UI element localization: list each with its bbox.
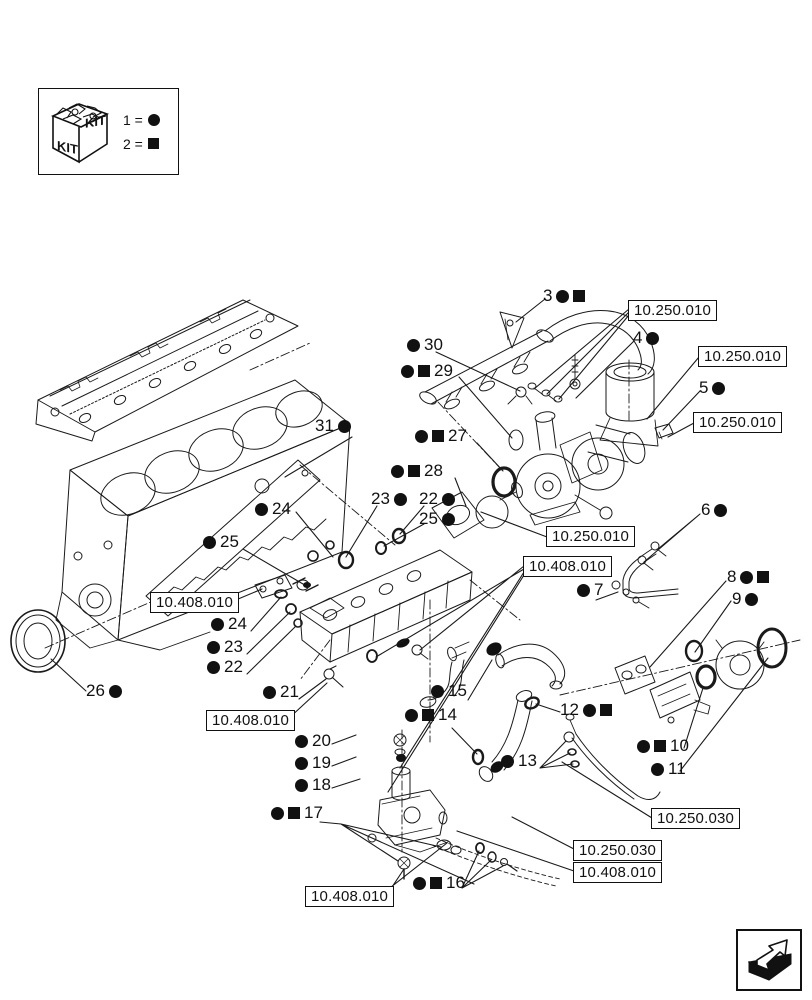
ref-box-10-408-010[interactable]: 10.408.010 — [523, 556, 612, 577]
kit-legend — [123, 112, 160, 152]
callout-number: 14 — [438, 705, 457, 724]
square-marker-icon — [430, 877, 442, 889]
callout-25b — [203, 534, 239, 550]
callout-number: 22 — [224, 657, 243, 676]
callout-8 — [727, 569, 769, 585]
circle-marker-icon — [714, 504, 727, 517]
callout-24b — [255, 501, 291, 517]
ref-box-10-408-010[interactable]: 10.408.010 — [305, 886, 394, 907]
square-marker-icon — [573, 290, 585, 302]
callout-number: 30 — [424, 335, 443, 354]
circle-marker-icon — [442, 493, 455, 506]
next-section-button[interactable] — [736, 929, 802, 991]
callout-number: 19 — [312, 753, 331, 772]
circle-marker-icon — [295, 779, 308, 792]
ref-box-10-408-010[interactable]: 10.408.010 — [573, 862, 662, 883]
callout-number: 18 — [312, 775, 331, 794]
callout-number: 25 — [419, 509, 438, 528]
callout-number: 20 — [312, 731, 331, 750]
callout-number: 23 — [371, 489, 390, 508]
callout-18 — [295, 777, 331, 793]
square-marker-icon — [432, 430, 444, 442]
callout-number: 25 — [220, 532, 239, 551]
callout-22b — [419, 491, 455, 507]
circle-marker-icon — [583, 704, 596, 717]
continue-arrow-icon — [743, 936, 795, 984]
callout-number: 10 — [670, 736, 689, 755]
callout-12 — [560, 702, 612, 718]
callout-24 — [211, 616, 247, 632]
callout-23 — [207, 639, 243, 655]
callout-number: 29 — [434, 361, 453, 380]
callout-number: 22 — [419, 489, 438, 508]
callout-22 — [207, 659, 243, 675]
callout-25 — [419, 511, 455, 527]
callout-number: 17 — [304, 803, 323, 822]
circle-marker-icon — [391, 465, 404, 478]
circle-marker-icon — [556, 290, 569, 303]
circle-marker-icon — [255, 503, 268, 516]
callout-number: 11 — [668, 759, 686, 778]
callout-30 — [407, 337, 443, 353]
circle-marker-icon — [712, 382, 725, 395]
circle-marker-icon — [394, 493, 407, 506]
callout-number: 8 — [727, 567, 737, 586]
circle-marker-icon — [431, 685, 444, 698]
circle-marker-icon — [207, 641, 220, 654]
callout-14 — [405, 707, 457, 723]
callout-28 — [391, 463, 443, 479]
ref-box-10-250-010[interactable]: 10.250.010 — [693, 412, 782, 433]
callout-17 — [271, 805, 323, 821]
circle-marker-icon — [271, 807, 284, 820]
circle-marker-icon — [109, 685, 122, 698]
callout-number: 13 — [518, 751, 537, 770]
square-marker-icon — [288, 807, 300, 819]
circle-marker-icon — [405, 709, 418, 722]
circle-marker-icon — [646, 332, 659, 345]
callout-11 — [651, 761, 686, 777]
circle-marker-icon — [263, 686, 276, 699]
callout-number: 7 — [594, 580, 604, 599]
exhaust-manifold — [418, 310, 655, 410]
circle-marker-icon — [442, 513, 455, 526]
callout-number: 5 — [699, 378, 709, 397]
callout-number: 9 — [732, 589, 742, 608]
square-marker-icon — [422, 709, 434, 721]
oil-feed-pipe — [612, 542, 678, 608]
callout-number: 4 — [633, 328, 643, 347]
square-marker-icon — [148, 138, 159, 149]
kit-legend-box — [38, 88, 179, 175]
circle-marker-icon — [501, 755, 514, 768]
callout-31 — [315, 418, 351, 434]
water-pump-assembly — [615, 629, 786, 723]
circle-marker-icon — [295, 735, 308, 748]
svg-text:KIT: KIT — [85, 111, 106, 131]
callout-number: 31 — [315, 416, 334, 435]
ref-box-10-250-030[interactable]: 10.250.030 — [573, 840, 662, 861]
circle-marker-icon — [207, 661, 220, 674]
circle-marker-icon — [577, 584, 590, 597]
circle-marker-icon — [338, 420, 351, 433]
ref-box-10-250-010[interactable]: 10.250.010 — [628, 300, 717, 321]
circle-marker-icon — [211, 618, 224, 631]
callout-number: 27 — [448, 426, 467, 445]
callout-number: 24 — [272, 499, 291, 518]
callout-20 — [295, 733, 331, 749]
callout-number: 24 — [228, 614, 247, 633]
circle-marker-icon — [203, 536, 216, 549]
callout-number: 26 — [86, 681, 105, 700]
circle-marker-icon — [651, 763, 664, 776]
square-marker-icon — [408, 465, 420, 477]
kit-legend-row-2 — [123, 136, 160, 152]
kit-legend-1-label: 1 = — [123, 111, 143, 128]
kit-legend-2-label: 2 = — [123, 135, 143, 152]
thermostat-housing — [293, 468, 524, 591]
square-marker-icon — [757, 571, 769, 583]
circle-marker-icon — [745, 593, 758, 606]
breather-canister — [600, 363, 673, 446]
callout-27 — [415, 428, 467, 444]
callout-3 — [543, 288, 585, 304]
ref-box-10-250-010[interactable]: 10.250.010 — [698, 346, 787, 367]
callout-19 — [295, 755, 331, 771]
kit-legend-row-1 — [123, 112, 160, 128]
callout-9 — [732, 591, 758, 607]
callout-26 — [86, 683, 122, 699]
circle-marker-icon — [295, 757, 308, 770]
ref-box-10-250-010[interactable]: 10.250.010 — [546, 526, 635, 547]
circle-marker-icon — [413, 877, 426, 890]
square-marker-icon — [654, 740, 666, 752]
cylinder-head — [36, 300, 298, 441]
ref-box-10-250-030[interactable]: 10.250.030 — [651, 808, 740, 829]
callout-number: 23 — [224, 637, 243, 656]
callout-number: 21 — [280, 682, 299, 701]
callout-6 — [701, 502, 727, 518]
circle-marker-icon — [415, 430, 428, 443]
callout-7 — [577, 582, 603, 598]
callout-10 — [637, 738, 689, 754]
callout-16 — [413, 875, 465, 891]
callout-13 — [501, 753, 537, 769]
ref-box-10-408-010[interactable]: 10.408.010 — [206, 710, 295, 731]
ref-box-10-408-010[interactable]: 10.408.010 — [150, 592, 239, 613]
square-marker-icon — [600, 704, 612, 716]
callout-21 — [263, 684, 299, 700]
circle-marker-icon — [401, 365, 414, 378]
callout-15 — [431, 683, 467, 699]
circle-marker-icon — [407, 339, 420, 352]
callout-4 — [633, 330, 659, 346]
callout-number: 15 — [448, 681, 467, 700]
callout-number: 12 — [560, 700, 579, 719]
square-marker-icon — [418, 365, 430, 377]
circle-marker-icon — [637, 740, 650, 753]
svg-text:KIT: KIT — [57, 137, 78, 157]
circle-marker-icon — [148, 114, 160, 126]
callout-number: 6 — [701, 500, 711, 519]
callout-29 — [401, 363, 453, 379]
oil-supply-pipe-lower — [564, 714, 660, 799]
callout-number: 16 — [446, 873, 465, 892]
front-seal-26 — [11, 610, 65, 672]
callout-5 — [699, 380, 725, 396]
kit-box-icon — [39, 92, 121, 172]
circle-marker-icon — [740, 571, 753, 584]
callout-number: 28 — [424, 461, 443, 480]
callout-number: 3 — [543, 286, 553, 305]
callout-23b — [371, 491, 407, 507]
